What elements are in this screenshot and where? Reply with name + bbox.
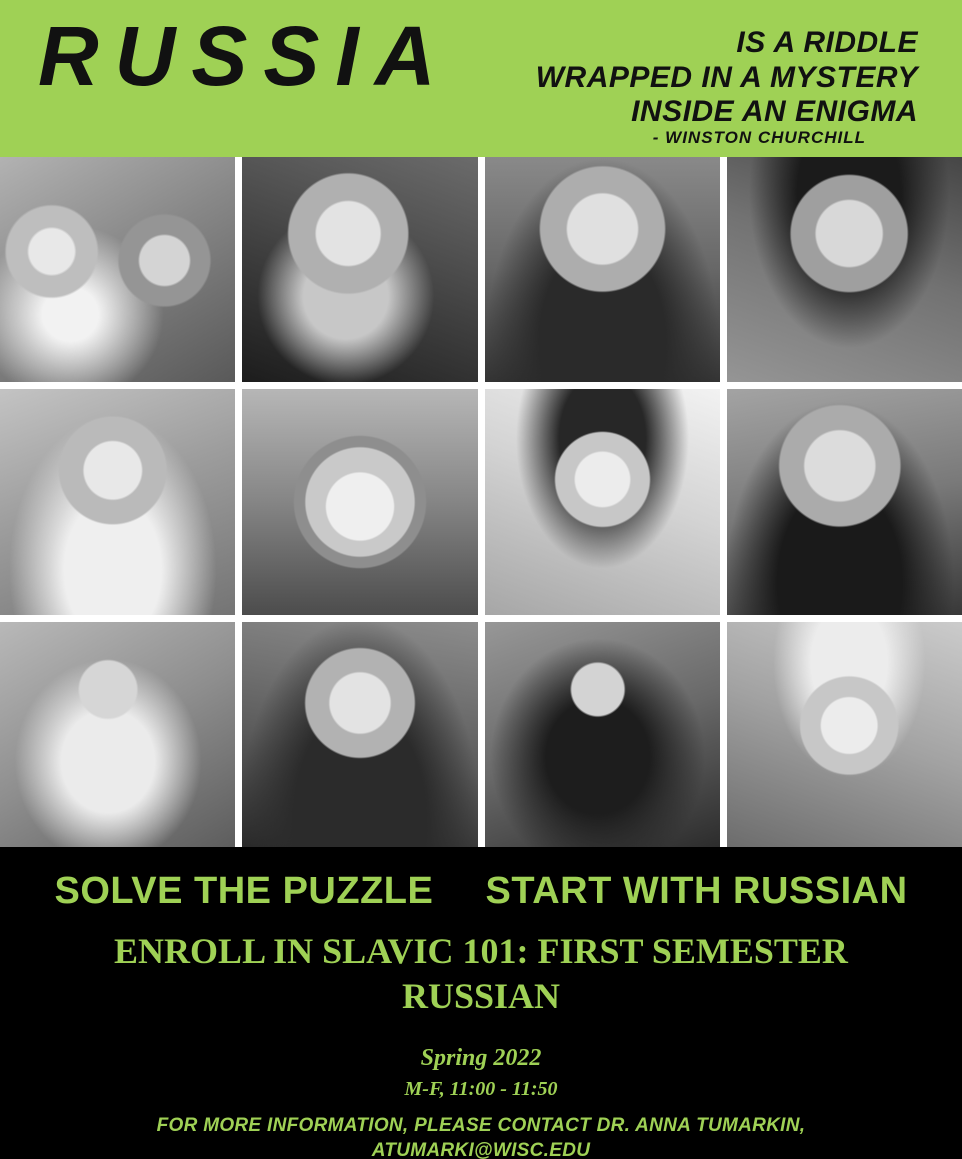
photo-image bbox=[0, 622, 235, 847]
photo-image bbox=[242, 389, 477, 614]
photo-revolutionary bbox=[727, 389, 962, 614]
photo-image bbox=[242, 622, 477, 847]
quote-line-2: WRAPPED IN A MYSTERY bbox=[535, 60, 918, 94]
quote-attribution: - WINSTON CHURCHILL bbox=[652, 128, 866, 147]
page-title: RUSSIA bbox=[38, 9, 452, 103]
photo-image bbox=[485, 622, 720, 847]
photo-empress bbox=[0, 389, 235, 614]
quote-line-3: INSIDE AN ENIGMA bbox=[631, 95, 918, 128]
photo-cosmonaut bbox=[242, 389, 477, 614]
poster-footer bbox=[0, 847, 962, 1159]
photo-balaclava-protesters bbox=[0, 157, 235, 382]
footer-headline bbox=[0, 871, 962, 913]
photo-singer bbox=[485, 389, 720, 614]
photo-mystic bbox=[485, 622, 720, 847]
photo-image bbox=[485, 389, 720, 614]
photo-image bbox=[242, 157, 477, 382]
headline-left: SOLVE THE PUZZLE bbox=[54, 870, 434, 912]
photo-image bbox=[727, 157, 962, 382]
contact-line-1: FOR MORE INFORMATION, PLEASE CONTACT DR. ANNA TUMARKIN, bbox=[156, 1114, 806, 1136]
photo-journalist bbox=[242, 157, 477, 382]
schedule-label: M-F, 11:00 - 11:50 bbox=[404, 1077, 558, 1100]
contact-info bbox=[0, 1113, 962, 1159]
photo-poet bbox=[727, 157, 962, 382]
enrollment-subheadline: ENROLL IN SLAVIC 101: FIRST SEMESTER RUSSIAN bbox=[114, 930, 848, 1016]
quote-line-1: IS A RIDDLE bbox=[736, 26, 918, 59]
photo-tennis-player bbox=[727, 622, 962, 847]
photo-athlete bbox=[242, 622, 477, 847]
term-label: Spring 2022 bbox=[420, 1044, 542, 1071]
poster-header bbox=[0, 0, 962, 157]
photo-image bbox=[727, 389, 962, 614]
photo-image bbox=[0, 157, 235, 382]
photo-novelist bbox=[0, 622, 235, 847]
photo-image bbox=[0, 389, 235, 614]
photo-grid bbox=[0, 157, 962, 847]
contact-email: ATUMARKI@WISC.EDU bbox=[371, 1140, 591, 1159]
headline-right: START WITH RUSSIAN bbox=[485, 870, 908, 912]
quote-text bbox=[536, 26, 918, 130]
photo-image bbox=[727, 622, 962, 847]
photo-image bbox=[485, 157, 720, 382]
photo-president bbox=[485, 157, 720, 382]
